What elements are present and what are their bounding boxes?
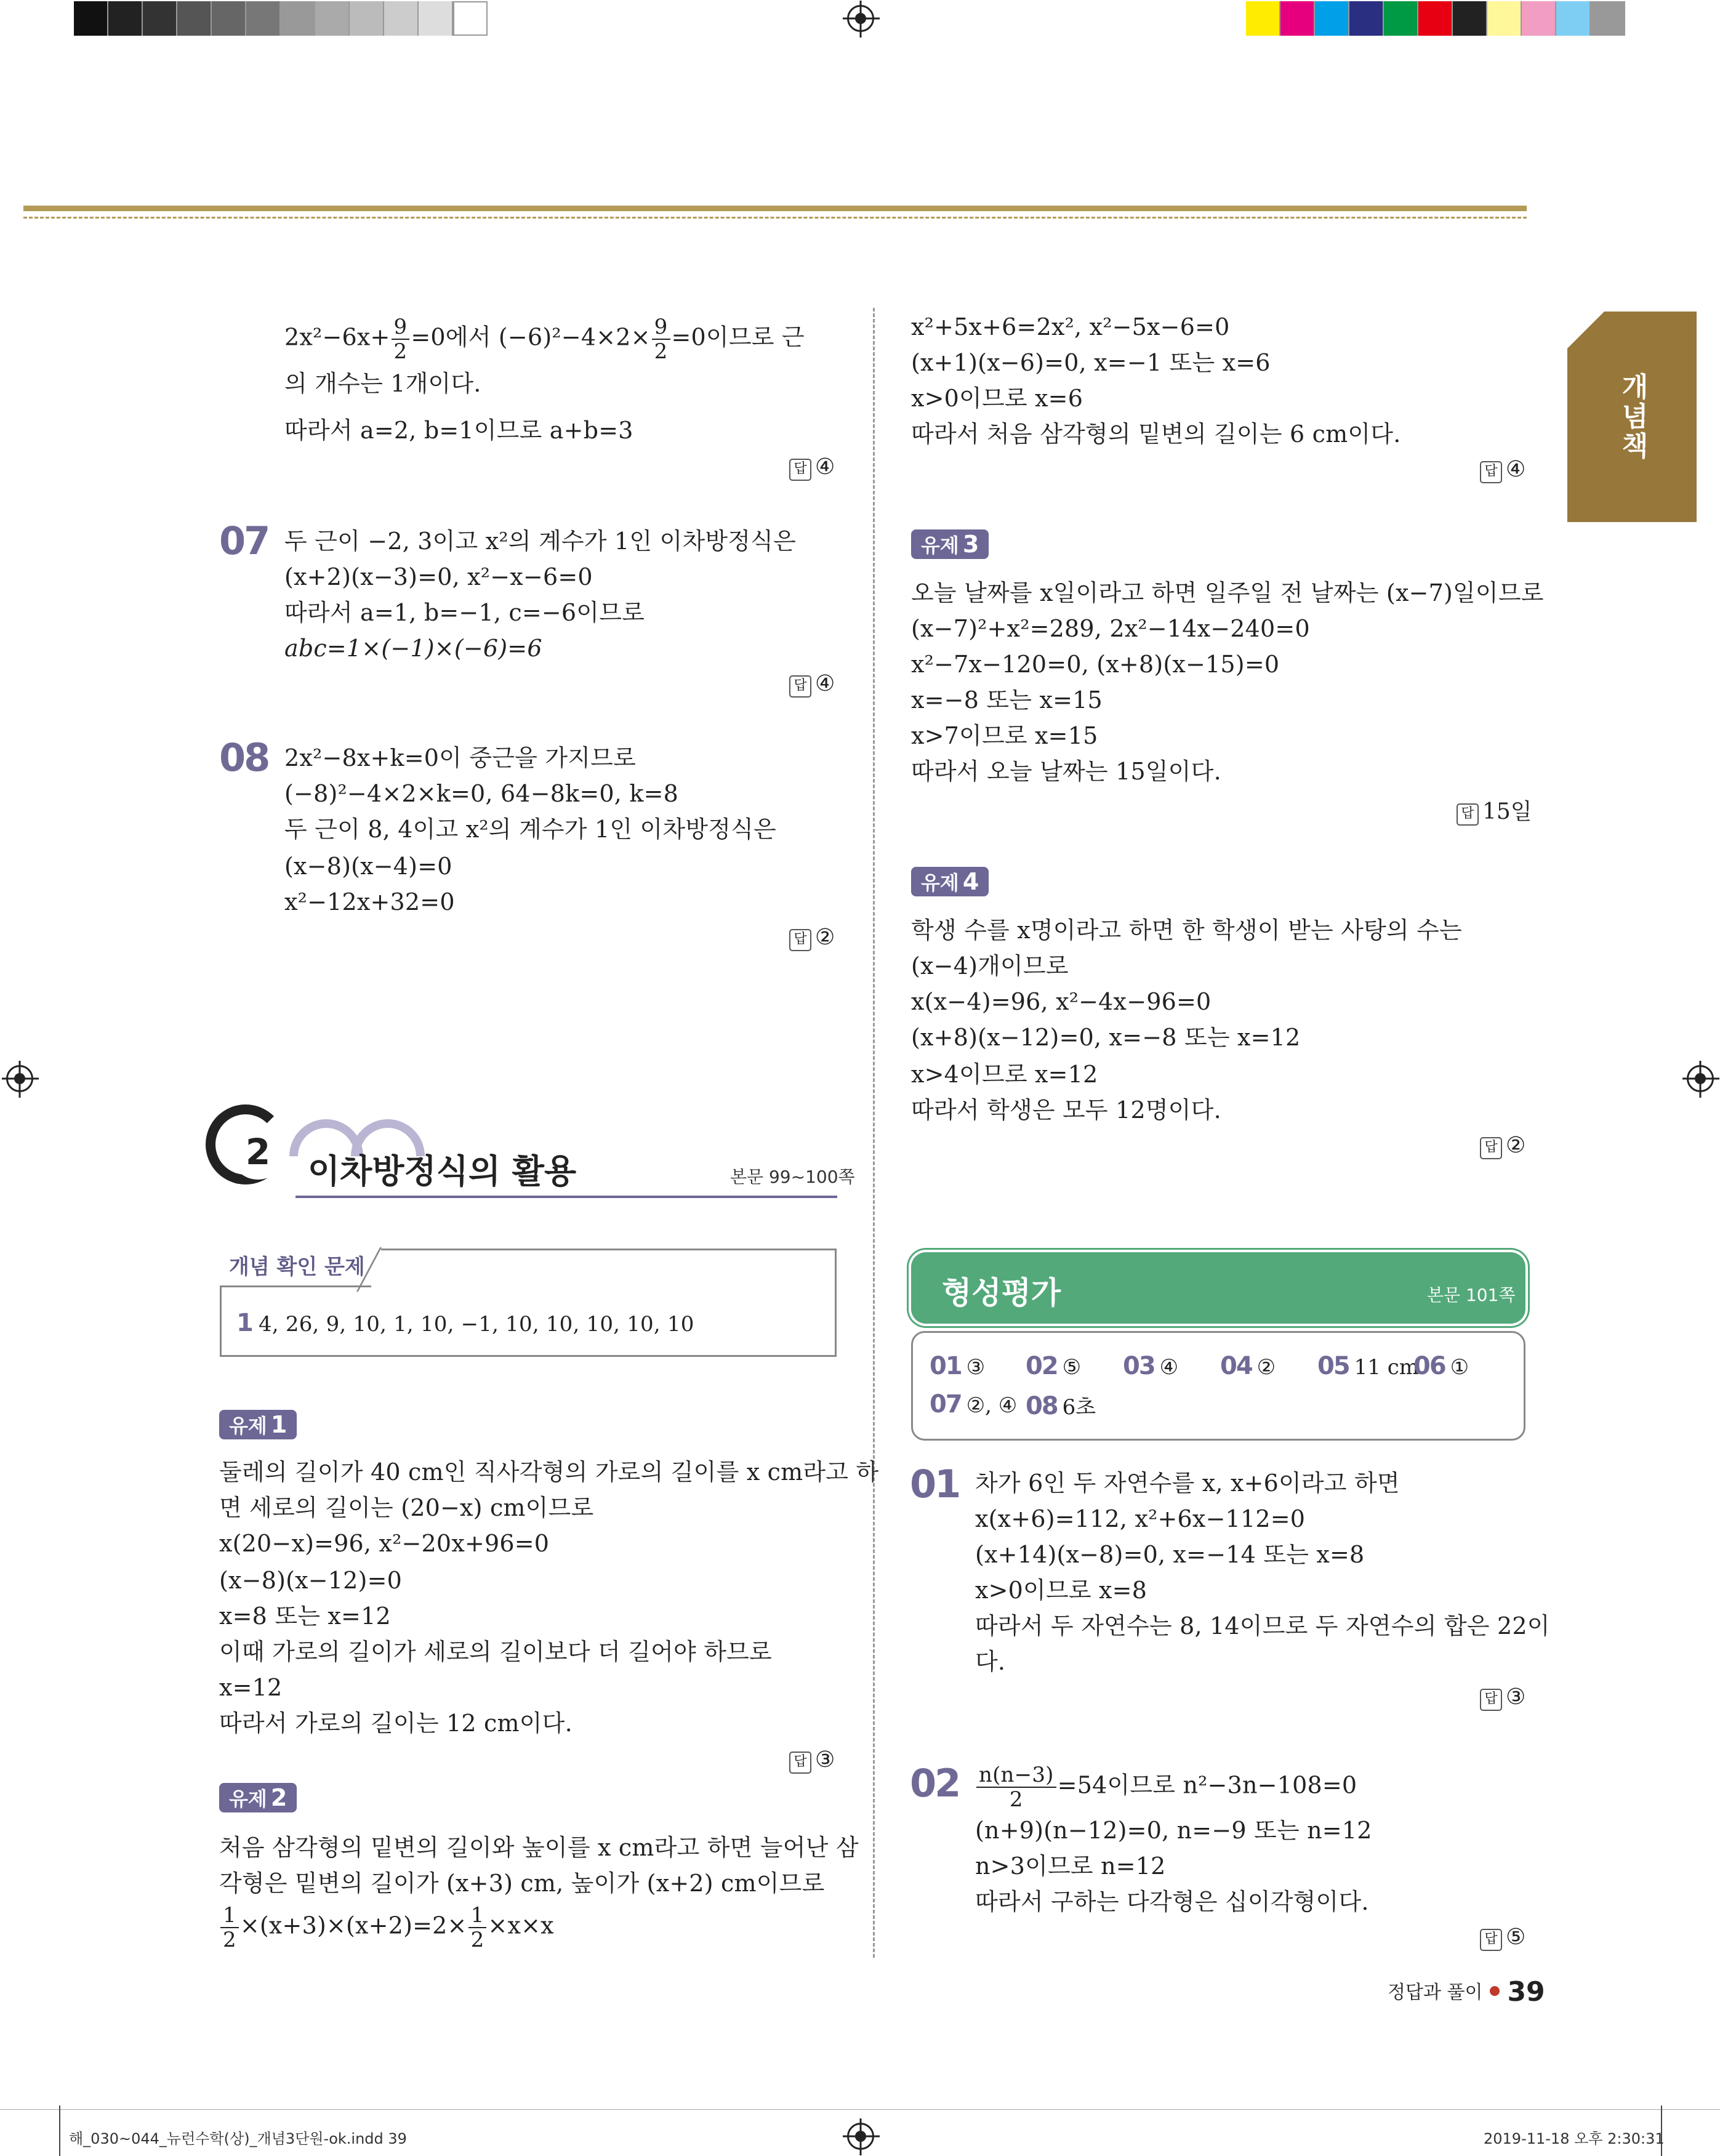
formative-eval-page-ref: 본문 101쪽: [1427, 1285, 1516, 1305]
fraction: $\frac{1}{2}$: [220, 1905, 239, 1950]
frac-den: 2: [393, 339, 408, 364]
answer-value: ③: [1506, 1684, 1526, 1710]
page-footer: [1388, 1976, 1545, 2008]
solution-line: 따라서 오늘 날짜는 15일이다.: [911, 758, 1221, 785]
frac-num: 9: [392, 316, 410, 340]
solution-line: 따라서 학생은 모두 12명이다.: [911, 1096, 1221, 1124]
solution-line: x(x−4)=96, x²−4x−96=0: [911, 988, 1212, 1015]
header-dashed-rule: [23, 217, 1527, 219]
solution-line: 각형은 밑변의 길이가 (x+3) cm, 높이가 (x+2) cm이므로: [219, 1870, 825, 1897]
solution-line: 다.: [975, 1648, 1006, 1675]
frac-den: 2: [654, 339, 668, 364]
solution-line: x>7이므로 x=15: [911, 722, 1098, 749]
registration-mark-left: [6, 1065, 33, 1092]
prev-eq-part-c: =0이므로 근: [671, 323, 805, 351]
solution-line: x=12: [219, 1674, 283, 1701]
solution-line: x²+5x+6=2x², x²−5x−6=0: [911, 313, 1230, 340]
answer-tag: 답 ④: [789, 454, 835, 481]
header-rule: [23, 206, 1527, 211]
eval-answer: 05 11 cm: [1317, 1352, 1420, 1380]
solution-line: x(20−x)=96, x²−20x+96=0: [219, 1530, 550, 1557]
solution-first-line: $\frac{n(n-3)}{2}$ =54이므로 n²−3n−108=0: [975, 1764, 1357, 1810]
solution-line: 학생 수를 x명이라고 하면 한 학생이 받는 사탕의 수는: [911, 917, 1462, 944]
solution-line: (x+2)(x−3)=0, x²−x−6=0: [284, 563, 593, 590]
print-timestamp: 2019-11-18 오후 2:30:31: [1484, 2130, 1665, 2147]
answer-tag: 답 ②: [1480, 1133, 1525, 1159]
fraction: $\frac{1}{2}$: [468, 1905, 487, 1950]
solution-line: 따라서 두 자연수는 8, 14이므로 두 자연수의 합은 22이: [975, 1612, 1550, 1639]
example-label: 유제 4: [911, 867, 989, 896]
solution-line: 둘레의 길이가 40 cm인 직사각형의 가로의 길이를 x cm라고 하: [219, 1458, 879, 1486]
solution-line: x=8 또는 x=12: [219, 1603, 391, 1630]
problem-number: 07: [219, 518, 269, 563]
solution-line: n>3이므로 n=12: [975, 1852, 1166, 1880]
solution-line: (n+9)(n−12)=0, n=−9 또는 n=12: [975, 1817, 1372, 1844]
eval-answer: 06 ①: [1413, 1352, 1469, 1380]
answer-value: ④: [815, 671, 835, 696]
section-underline: [295, 1196, 837, 1198]
solution-line: 따라서 a=1, b=−1, c=−6이므로: [284, 599, 645, 626]
grayscale-color-bar: [74, 1, 488, 36]
solution-line: x²−7x−120=0, (x+8)(x−15)=0: [911, 651, 1280, 678]
eval-answer: 04 ②: [1220, 1352, 1276, 1380]
solution-line: x=−8 또는 x=15: [911, 686, 1103, 714]
solution-line: (x−7)²+x²=289, 2x²−14x−240=0: [911, 615, 1310, 642]
answer-value: ③: [815, 1747, 835, 1772]
solution-line: (x−4)개이므로: [911, 952, 1069, 979]
solution-line: 2x²−8x+k=0이 중근을 가지므로: [284, 744, 636, 771]
concept-answer-line: [236, 1305, 694, 1342]
page-number: 39: [1507, 1976, 1545, 2008]
answer-tag: 답 ④: [1480, 457, 1525, 483]
section-number: 2: [230, 1124, 286, 1180]
problem-number: 02: [910, 1761, 960, 1806]
solution-line: 따라서 처음 삼각형의 밑변의 길이는 6 cm이다.: [911, 420, 1401, 448]
solution-line: (x−8)(x−4)=0: [284, 853, 452, 880]
eval-answer: 03 ④: [1123, 1352, 1179, 1380]
formative-eval-title: 형성평가: [942, 1275, 1061, 1311]
answer-value: ⑤: [1506, 1925, 1526, 1950]
solution-line: (x−8)(x−12)=0: [219, 1567, 402, 1594]
side-tab-label: 개념책: [1617, 372, 1648, 461]
formative-eval-answers-box: [911, 1331, 1525, 1441]
prev-eq-part-a: 2x²−6x+: [284, 323, 390, 351]
solution-equation: $\frac{1}{2}$ ×(x+3)×(x+2)=2× $\frac{1}{2}$ ×x×x: [219, 1905, 554, 1950]
answer-tag: 답 ③: [1480, 1684, 1525, 1711]
answer-tag: 답 ④: [789, 671, 835, 698]
fraction: [652, 316, 670, 362]
answer-value: 15일: [1482, 799, 1532, 824]
solution-line: 두 근이 −2, 3이고 x²의 계수가 1인 이차방정식은: [284, 528, 796, 555]
cmyk-color-bar: [1246, 1, 1625, 36]
solution-line: 따라서 구하는 다각형은 십이각형이다.: [975, 1888, 1369, 1915]
solution-line: 이때 가로의 길이가 세로의 길이보다 더 길어야 하므로: [219, 1638, 772, 1665]
answer-value: ②: [815, 925, 835, 950]
concept-item-number: 1: [236, 1309, 254, 1337]
prev-eq-part-b: =0에서 (−6)²−4×2×: [411, 323, 651, 351]
solution-line: x>0이므로 x=6: [911, 385, 1083, 412]
fraction: $\frac{n(n-3)}{2}$: [976, 1764, 1056, 1810]
eval-answer: 07 ②, ④: [930, 1390, 1018, 1418]
solution-line: (x+1)(x−6)=0, x=−1 또는 x=6: [911, 349, 1271, 376]
solution-line: 처음 삼각형의 밑변의 길이와 높이를 x cm라고 하면 늘어난 삼: [219, 1834, 859, 1861]
solution-line: abc=1×(−1)×(−6)=6: [284, 635, 542, 662]
frac-num: 9: [652, 316, 670, 340]
answer-tag: 답 ②: [789, 925, 835, 951]
solution-line: x>0이므로 x=8: [975, 1577, 1147, 1604]
problem-number: 01: [910, 1462, 960, 1506]
registration-mark-bottom: [847, 2123, 874, 2150]
solution-line: 따라서 a=2, b=1이므로 a+b=3: [284, 417, 633, 444]
solution-line: 차가 6인 두 자연수를 x, x+6이라고 하면: [975, 1470, 1400, 1497]
solution-line: 오늘 날짜를 x일이라고 하면 일주일 전 날짜는 (x−7)일이므로: [911, 579, 1544, 606]
bullet-icon: [1490, 1986, 1500, 1996]
problem-number: 08: [219, 735, 269, 780]
example-label: 유제 1: [219, 1410, 297, 1439]
solution-line: 면 세로의 길이는 (20−x) cm이므로: [219, 1494, 594, 1521]
section-title: 이차방정식의 활용: [308, 1152, 577, 1191]
concept-check-title: 개념 확인 문제: [229, 1255, 365, 1279]
answer-value: ②: [1506, 1133, 1526, 1158]
registration-mark-top: [847, 5, 874, 32]
footer-label: 정답과 풀이: [1388, 1982, 1483, 2003]
solution-line: (−8)²−4×2×k=0, 64−8k=0, k=8: [284, 780, 678, 807]
column-divider: [873, 308, 875, 1958]
answer-value: ④: [815, 454, 835, 480]
section-page-ref: 본문 99~100쪽: [730, 1167, 855, 1187]
file-imprint: 해_030~044_뉴런수학(상)_개념3단원-ok.indd 39: [69, 2130, 407, 2147]
solution-line: 두 근이 8, 4이고 x²의 계수가 1인 이차방정식은: [284, 816, 776, 843]
answer-tag: 답 ③: [789, 1747, 835, 1774]
solution-line: 따라서 가로의 길이는 12 cm이다.: [219, 1710, 573, 1737]
solution-line: (x+8)(x−12)=0, x=−8 또는 x=12: [911, 1024, 1301, 1051]
answer-tag: 답 15일: [1457, 794, 1532, 826]
answer-value: ④: [1506, 457, 1526, 482]
solution-line: 의 개수는 1개이다.: [284, 370, 481, 397]
eval-answer: 08 6초: [1026, 1392, 1096, 1420]
example-label: 유제 2: [219, 1783, 297, 1812]
solution-line: (x+14)(x−8)=0, x=−14 또는 x=8: [975, 1541, 1365, 1568]
fraction: [392, 316, 410, 362]
prev-solution-first-line: [284, 316, 805, 362]
solution-line: x>4이므로 x=12: [911, 1061, 1098, 1088]
example-label: 유제 3: [911, 529, 989, 559]
solution-line: x(x+6)=112, x²+6x−112=0: [975, 1505, 1306, 1532]
solution-line: x²−12x+32=0: [284, 888, 455, 915]
eval-answer: 01 ③: [930, 1352, 986, 1380]
eval-answer: 02 ⑤: [1026, 1352, 1082, 1380]
registration-mark-right: [1687, 1065, 1714, 1092]
concept-answer: 4, 26, 9, 10, 1, 10, −1, 10, 10, 10, 10, 10: [259, 1312, 694, 1337]
answer-tag: 답 ⑤: [1480, 1925, 1525, 1951]
